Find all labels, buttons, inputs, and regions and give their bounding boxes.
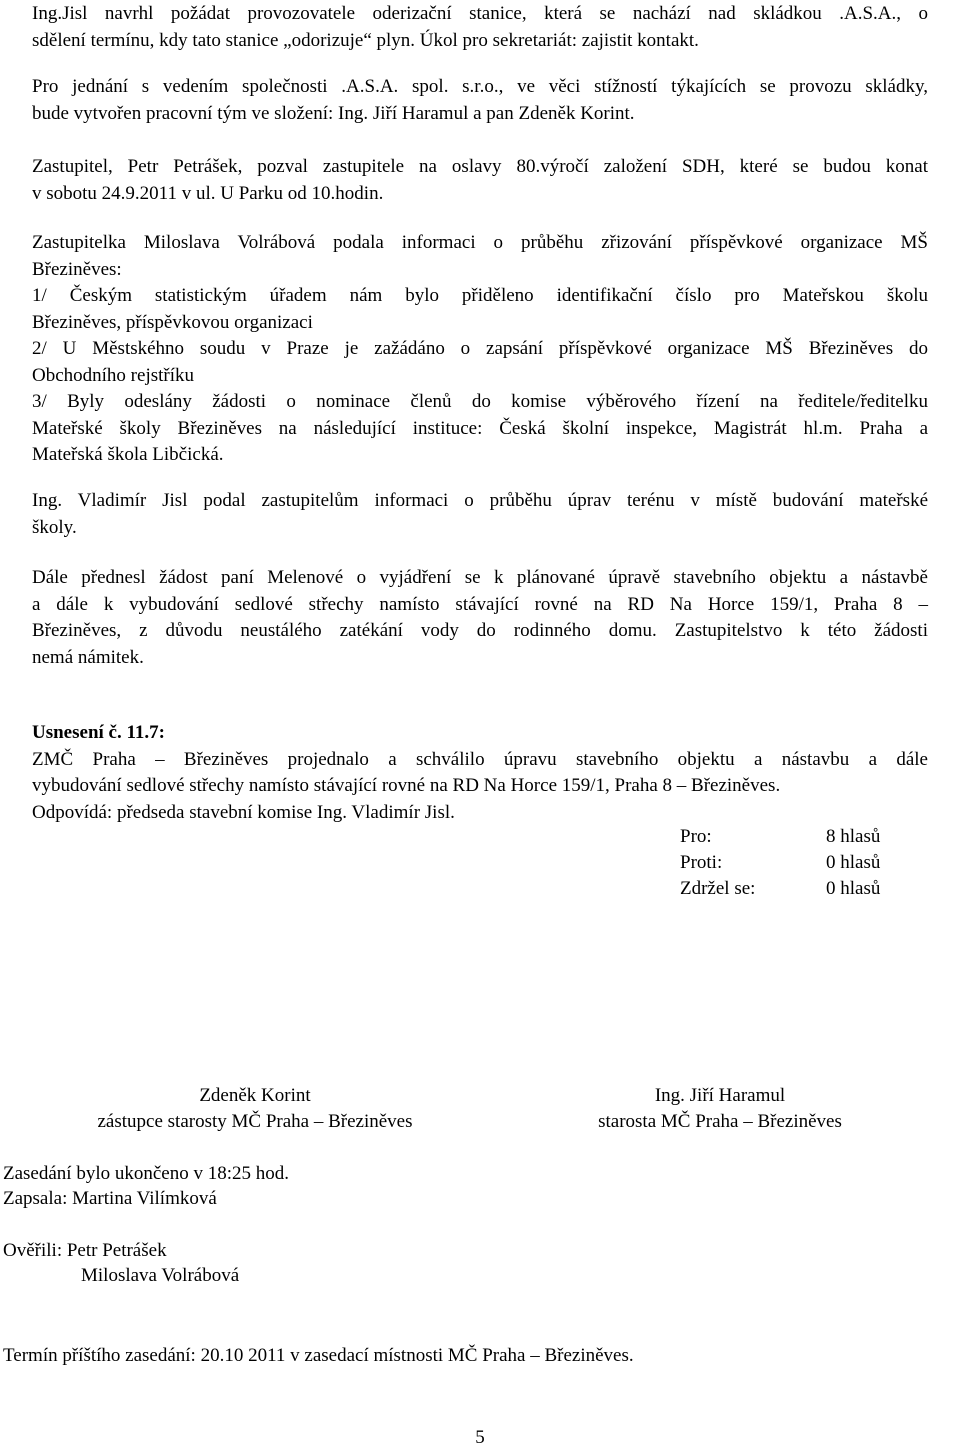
vote-row-against: [680, 850, 880, 876]
vote-label: Proti:: [680, 852, 723, 873]
paragraph-odorization: [32, 1, 928, 54]
next-meeting: [3, 1343, 634, 1368]
text-line: Zastupitelka Miloslava Volrábová podala informaci o průběhu zřizování příspěvkové organizace MŠ: [32, 232, 928, 253]
text-line: Dále přednesl žádost paní Melenové o vyjádření se k plánované úpravě stavebního objektu a nástavbě: [32, 567, 928, 588]
vote-row-for: [680, 824, 880, 850]
vote-label: Pro:: [680, 826, 712, 847]
vote-value: 8 hlasů: [826, 826, 881, 847]
resolution-heading: Usnesení č. 11.7:: [32, 722, 165, 743]
paragraph-kindergarten-info: [32, 230, 928, 469]
verified-by-second: Miloslava Volrábová: [81, 1265, 240, 1286]
text-line: nemá námitek.: [32, 646, 144, 668]
verified-by: Ověřili: Petr Petrášek: [3, 1240, 167, 1261]
text-line: Ing. Vladimír Jisl podal zastupitelům informaci o průběhu úprav terénu v místě budování mateřské: [32, 490, 928, 511]
paragraph-working-team: [32, 74, 928, 127]
text-line: ZMČ Praha – Březiněves projednalo a schválilo úpravu stavebního objektu a nástavbu a dále: [32, 748, 928, 770]
text-line: vybudování sedlové střechy namísto stávající rovné na RD Na Horce 159/1, Praha 8 – Březiněves.: [32, 775, 781, 796]
vote-value: 0 hlasů: [826, 878, 881, 899]
signatory-role: starosta MČ Praha – Březiněves: [598, 1111, 842, 1132]
vote-label: Zdržel se:: [680, 878, 756, 899]
recorded-by: Zapsala: Martina Vilímková: [3, 1188, 217, 1209]
signatory-name: Ing. Jiří Haramul: [654, 1085, 786, 1106]
text-line: Pro jednání s vedením společnosti .A.S.A. spol. s.r.o., ve věci stížností týkajících se provozu skládky,: [32, 76, 928, 97]
text-line: Mateřské školy Březiněves na následující instituce: Česká školní inspekce, Magistrát hl.m. Praha a: [32, 417, 928, 439]
text-line: bude vytvořen pracovní tým ve složení: Ing. Jiří Haramul a pan Zdeněk Korint.: [32, 102, 635, 124]
text-line: Březiněves:: [32, 258, 122, 280]
vote-results: [680, 824, 880, 902]
signature-left: [60, 1083, 450, 1135]
paragraph-terrain: [32, 488, 928, 541]
closing-notes: [3, 1161, 289, 1211]
vote-row-abstained: [680, 876, 880, 902]
paragraph-melenova-request: [32, 565, 928, 671]
meeting-ended: Zasedání bylo ukončeno v 18:25 hod.: [3, 1163, 290, 1184]
text-line: Odpovídá: předseda stavební komise Ing. Vladimír Jisl.: [32, 801, 455, 823]
text-line: 1/ Českým statistickým úřadem nám bylo přiděleno identifikační číslo pro Mateřskou školu: [32, 285, 928, 306]
text-line: Zastupitel, Petr Petrášek, pozval zastupitele na oslavy 80.výročí založení SDH, které se budou konat: [32, 156, 928, 177]
text-line: sdělení termínu, kdy tato stanice „odorizuje“ plyn. Úkol pro sekretariát: zajistit kontakt.: [32, 29, 699, 51]
signatory-name: Zdeněk Korint: [199, 1085, 311, 1106]
verification: [3, 1238, 239, 1288]
text-line: a dále k vybudování sedlové střechy namísto stávající rovné na RD Na Horce 159/1, Praha 8 –: [32, 593, 928, 615]
text-line: Březiněves, z důvodu neustálého zatékání vody do rodinného domu. Zastupitelstvo k této žádosti: [32, 620, 928, 641]
text-line: školy.: [32, 516, 77, 538]
vote-value: 0 hlasů: [826, 852, 881, 873]
text-line: 2/ U Městskéhno soudu v Praze je zažádáno o zapsání příspěvkové organizace MŠ Březiněves do: [32, 338, 928, 359]
signatory-role: zástupce starosty MČ Praha – Březiněves: [97, 1111, 413, 1132]
text-line: Březiněves, příspěvkovou organizaci: [32, 311, 313, 333]
text-line: Ing.Jisl navrhl požádat provozovatele oderizační stanice, která se nachází nad skládkou .A.S.A., o: [32, 3, 928, 24]
text-line: Obchodního rejstříku: [32, 364, 195, 386]
signature-right: [560, 1083, 880, 1135]
text-line: Mateřská škola Libčická.: [32, 444, 224, 465]
page-number: 5: [475, 1427, 485, 1448]
text-line: v sobotu 24.9.2011 v ul. U Parku od 10.hodin.: [32, 182, 384, 204]
text-line: 3/ Byly odeslány žádosti o nominace členů do komise výběrového řízení na ředitele/ředitelku: [32, 391, 928, 412]
paragraph-sdh-celebration: [32, 154, 928, 207]
next-meeting-text: Termín příštího zasedání: 20.10 2011 v zasedací místnosti MČ Praha – Březiněves.: [3, 1345, 634, 1366]
resolution-block: [32, 720, 928, 826]
